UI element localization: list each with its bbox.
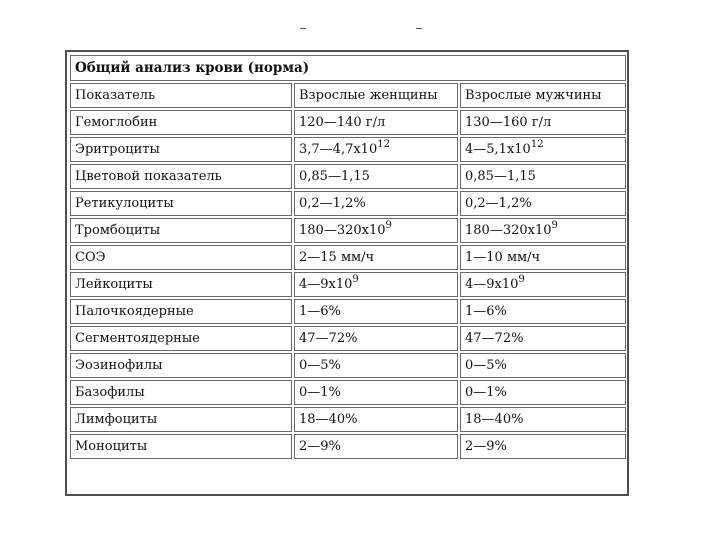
- table-row: [70, 407, 626, 432]
- men-value-exponent: 9: [518, 274, 525, 285]
- table-row: [70, 353, 626, 378]
- men-value: 0,85—1,15: [460, 164, 626, 189]
- women-value-base: 3,7—4,7х10: [299, 142, 378, 157]
- women-value: 47—72%: [294, 326, 458, 351]
- table-row: [70, 245, 626, 270]
- women-value-base: 180—320х10: [299, 223, 386, 238]
- title-row: [70, 55, 626, 81]
- women-value-exponent: 9: [385, 220, 392, 231]
- women-value: 2—15 мм/ч: [294, 245, 458, 270]
- men-value-exponent: 9: [551, 220, 558, 231]
- indicator-name: Цветовой показатель: [70, 164, 292, 189]
- women-value: 0,2—1,2%: [294, 191, 458, 216]
- table-row: [70, 137, 626, 162]
- indicator-name: Базофилы: [70, 380, 292, 405]
- men-value: 0—5%: [460, 353, 626, 378]
- table-row: [70, 380, 626, 405]
- men-value-base: 4—5,1х10: [465, 142, 531, 157]
- table-row: [70, 299, 626, 324]
- top-dash-left: [300, 28, 306, 29]
- table-row: [70, 164, 626, 189]
- men-value-base: 180—320х10: [465, 223, 552, 238]
- indicator-name: СОЭ: [70, 245, 292, 270]
- top-dash-right: [416, 28, 422, 29]
- men-value: 47—72%: [460, 326, 626, 351]
- men-value: [460, 272, 626, 297]
- indicator-name: Лимфоциты: [70, 407, 292, 432]
- men-value: 1—10 мм/ч: [460, 245, 626, 270]
- table-row: [70, 434, 626, 459]
- header-indicator: Показатель: [70, 83, 292, 108]
- table-row: [70, 110, 626, 135]
- table-row: [70, 191, 626, 216]
- blood-test-table: [68, 53, 628, 461]
- women-value-exponent: 12: [377, 139, 390, 150]
- indicator-name: Лейкоциты: [70, 272, 292, 297]
- women-value: [294, 137, 458, 162]
- table-title: Общий анализ крови (норма): [70, 55, 626, 81]
- blood-test-table-frame: [65, 50, 629, 496]
- women-value: 2—9%: [294, 434, 458, 459]
- women-value: [294, 218, 458, 243]
- men-value: 18—40%: [460, 407, 626, 432]
- women-value: 18—40%: [294, 407, 458, 432]
- table-row: [70, 218, 626, 243]
- men-value: [460, 137, 626, 162]
- women-value-exponent: 9: [352, 274, 359, 285]
- men-value: 0—1%: [460, 380, 626, 405]
- indicator-name: Эритроциты: [70, 137, 292, 162]
- men-value: 1—6%: [460, 299, 626, 324]
- men-value-base: 4—9х10: [465, 277, 519, 292]
- indicator-name: Гемоглобин: [70, 110, 292, 135]
- women-value: 120—140 г/л: [294, 110, 458, 135]
- header-women: Взрослые женщины: [294, 83, 458, 108]
- men-value: 0,2—1,2%: [460, 191, 626, 216]
- indicator-name: Ретикулоциты: [70, 191, 292, 216]
- women-value: 0—1%: [294, 380, 458, 405]
- indicator-name: Палочкоядерные: [70, 299, 292, 324]
- men-value: 2—9%: [460, 434, 626, 459]
- women-value: 1—6%: [294, 299, 458, 324]
- header-row: [70, 83, 626, 108]
- men-value: 130—160 г/л: [460, 110, 626, 135]
- women-value: 0,85—1,15: [294, 164, 458, 189]
- indicator-name: Эозинофилы: [70, 353, 292, 378]
- men-value: [460, 218, 626, 243]
- women-value: [294, 272, 458, 297]
- table-row: [70, 326, 626, 351]
- table-row: [70, 272, 626, 297]
- women-value-base: 4—9х10: [299, 277, 353, 292]
- indicator-name: Сегментоядерные: [70, 326, 292, 351]
- men-value-exponent: 12: [530, 139, 544, 150]
- indicator-name: Тромбоциты: [70, 218, 292, 243]
- women-value: 0—5%: [294, 353, 458, 378]
- indicator-name: Моноциты: [70, 434, 292, 459]
- header-men: Взрослые мужчины: [460, 83, 626, 108]
